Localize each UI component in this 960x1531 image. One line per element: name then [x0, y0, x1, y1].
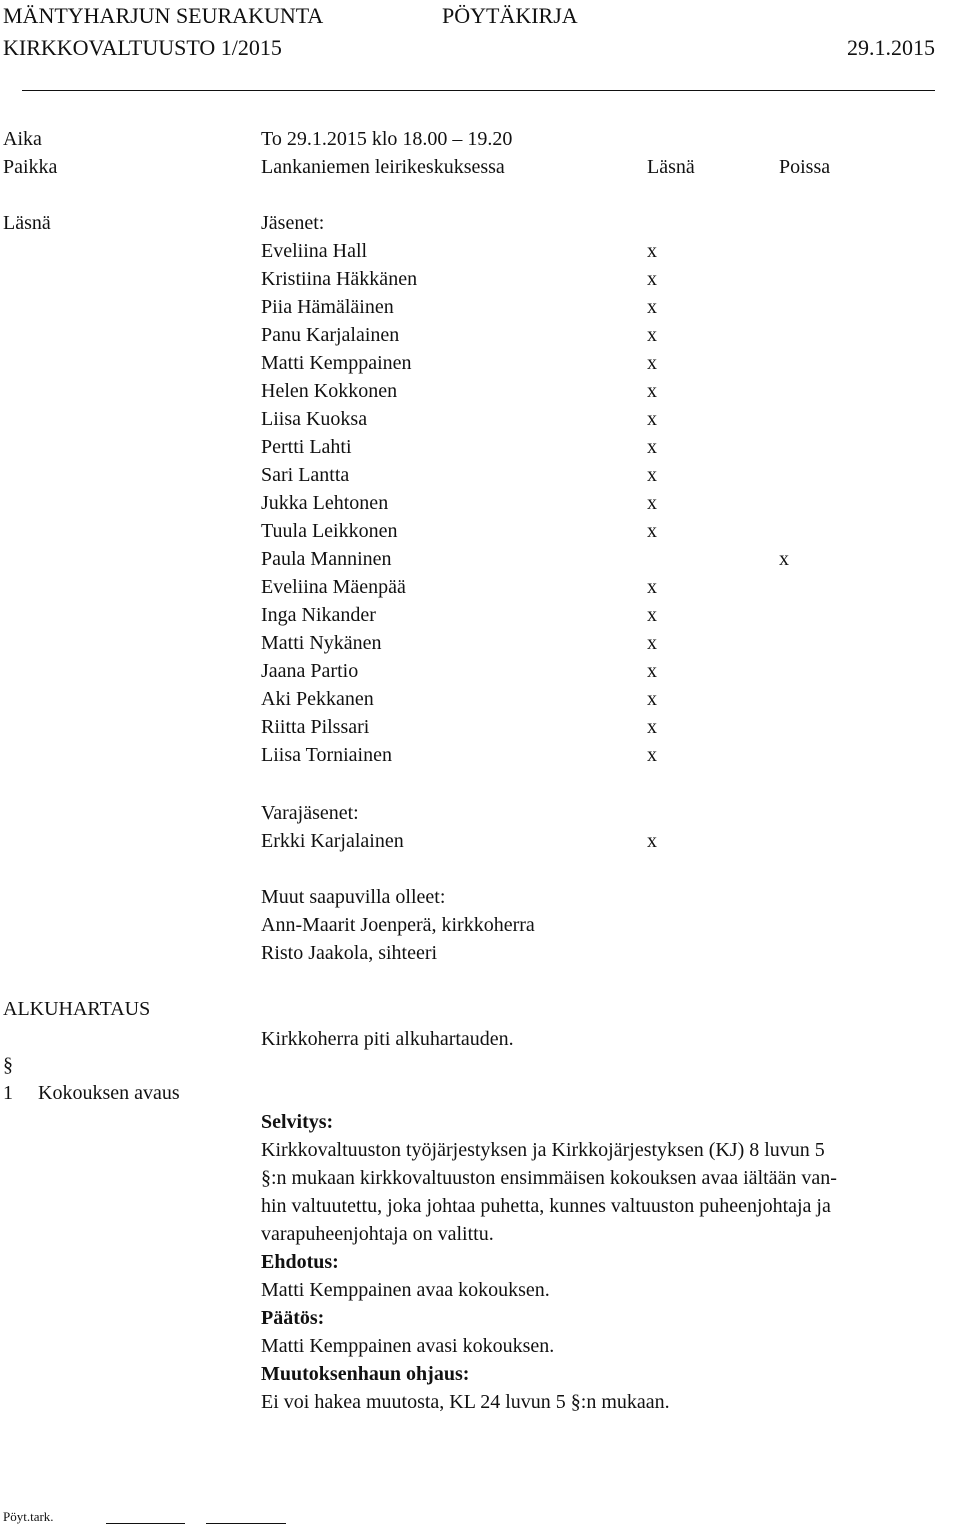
present-mark: x [647, 632, 657, 654]
present-mark: x [647, 492, 657, 514]
attendance-section-label: Läsnä [3, 212, 51, 234]
present-mark: x [647, 352, 657, 374]
attendee-row [0, 657, 960, 685]
attendee-name: Eveliina Hall [261, 240, 368, 262]
other-attendee: Ann-Maarit Joenperä, kirkkoherra [261, 914, 535, 936]
minutes-checker-label: Pöyt.tark. [3, 1509, 54, 1524]
explanation-line: §:n mukaan kirkkovaltuuston ensimmäisen kokouksen avaa iältään van- [261, 1167, 837, 1189]
attendee-name: Kristiina Häkkänen [261, 268, 418, 290]
attendee-name: Liisa Kuoksa [261, 408, 368, 430]
attendee-name: Piia Hämäläinen [261, 296, 394, 318]
attendee-name: Liisa Torniainen [261, 744, 392, 766]
attendee-row [0, 629, 960, 657]
attendee-row [0, 433, 960, 461]
present-mark: x [647, 324, 657, 346]
attendee-name: Eveliina Mäenpää [261, 576, 406, 598]
attendee-row [0, 321, 960, 349]
proposal-text: Matti Kemppainen avaa kokouksen. [261, 1279, 550, 1301]
attendee-name: Paula Manninen [261, 548, 392, 570]
attendee-row [0, 741, 960, 769]
present-mark: x [647, 604, 657, 626]
deputies-heading: Varajäsenet: [261, 802, 359, 824]
present-mark: x [647, 240, 657, 262]
other-attendee: Risto Jaakola, sihteeri [261, 942, 438, 964]
appeal-text: Ei voi hakea muutosta, KL 24 luvun 5 §:n mukaan. [261, 1391, 670, 1413]
attendee-name: Helen Kokkonen [261, 380, 398, 402]
present-mark: x [647, 408, 657, 430]
present-mark: x [647, 576, 657, 598]
attendee-name: Pertti Lahti [261, 436, 352, 458]
members-heading: Jäsenet: [261, 212, 325, 234]
attendee-row [0, 377, 960, 405]
present-mark: x [647, 296, 657, 318]
absent-column-header: Poissa [779, 156, 831, 178]
present-mark: x [647, 464, 657, 486]
item-number: 1 [3, 1082, 13, 1104]
attendee-row [0, 489, 960, 517]
meeting-title: KIRKKOVALTUUSTO 1/2015 [3, 35, 282, 60]
item-title: Kokouksen avaus [38, 1082, 180, 1104]
attendee-name: Jaana Partio [261, 660, 359, 682]
explanation-line: hin valtuutettu, joka johtaa puhetta, kunnes valtuuston puheenjohtaja ja [261, 1195, 831, 1217]
others-heading: Muut saapuvilla olleet: [261, 886, 446, 908]
attendee-name: Erkki Karjalainen [261, 830, 404, 852]
absent-mark: x [779, 548, 789, 570]
opening-text: Kirkkoherra piti alkuhartauden. [261, 1028, 514, 1050]
section-sign: § [3, 1054, 13, 1076]
attendee-row [0, 573, 960, 601]
header-divider [22, 90, 935, 91]
organization-name: MÄNTYHARJUN SEURAKUNTA [3, 3, 324, 28]
present-mark: x [647, 436, 657, 458]
explanation-line: Kirkkovaltuuston työjärjestyksen ja Kirkkojärjestyksen (KJ) 8 luvun 5 [261, 1139, 825, 1161]
signature-line-2 [206, 1523, 286, 1524]
attendee-name: Aki Pekkanen [261, 688, 374, 710]
attendee-row [0, 685, 960, 713]
present-mark: x [647, 660, 657, 682]
attendee-row [0, 713, 960, 741]
decision-label: Päätös: [261, 1307, 325, 1329]
attendee-name: Matti Nykänen [261, 632, 382, 654]
attendee-row [0, 405, 960, 433]
opening-heading: ALKUHARTAUS [3, 998, 151, 1020]
signature-line-1 [106, 1523, 185, 1524]
attendee-row [0, 461, 960, 489]
attendee-row [0, 545, 960, 573]
place-label: Paikka [3, 156, 58, 178]
attendee-row [0, 827, 960, 855]
meeting-date: 29.1.2015 [847, 35, 935, 60]
decision-text: Matti Kemppainen avasi kokouksen. [261, 1335, 555, 1357]
present-mark: x [647, 520, 657, 542]
present-mark: x [647, 744, 657, 766]
attendee-name: Matti Kemppainen [261, 352, 412, 374]
attendee-row [0, 237, 960, 265]
time-label: Aika [3, 128, 42, 150]
attendee-row [0, 293, 960, 321]
attendee-row [0, 349, 960, 377]
document-type: PÖYTÄKIRJA [442, 3, 578, 28]
present-mark: x [647, 688, 657, 710]
attendee-name: Tuula Leikkonen [261, 520, 398, 542]
explanation-line: varapuheenjohtaja on valittu. [261, 1223, 494, 1245]
present-mark: x [647, 268, 657, 290]
attendee-name: Panu Karjalainen [261, 324, 400, 346]
present-mark: x [647, 716, 657, 738]
appeal-label: Muutoksenhaun ohjaus: [261, 1363, 470, 1385]
present-column-header: Läsnä [647, 156, 695, 178]
present-mark: x [647, 830, 657, 852]
time-value: To 29.1.2015 klo 18.00 – 19.20 [261, 128, 513, 150]
explanation-label: Selvitys: [261, 1111, 334, 1133]
present-mark: x [647, 380, 657, 402]
attendee-name: Inga Nikander [261, 604, 376, 626]
attendee-name: Sari Lantta [261, 464, 350, 486]
attendee-name: Riitta Pilssari [261, 716, 370, 738]
attendee-name: Jukka Lehtonen [261, 492, 389, 514]
place-value: Lankaniemen leirikeskuksessa [261, 156, 505, 178]
attendee-row [0, 517, 960, 545]
proposal-label: Ehdotus: [261, 1251, 339, 1273]
attendee-row [0, 601, 960, 629]
attendee-row [0, 265, 960, 293]
